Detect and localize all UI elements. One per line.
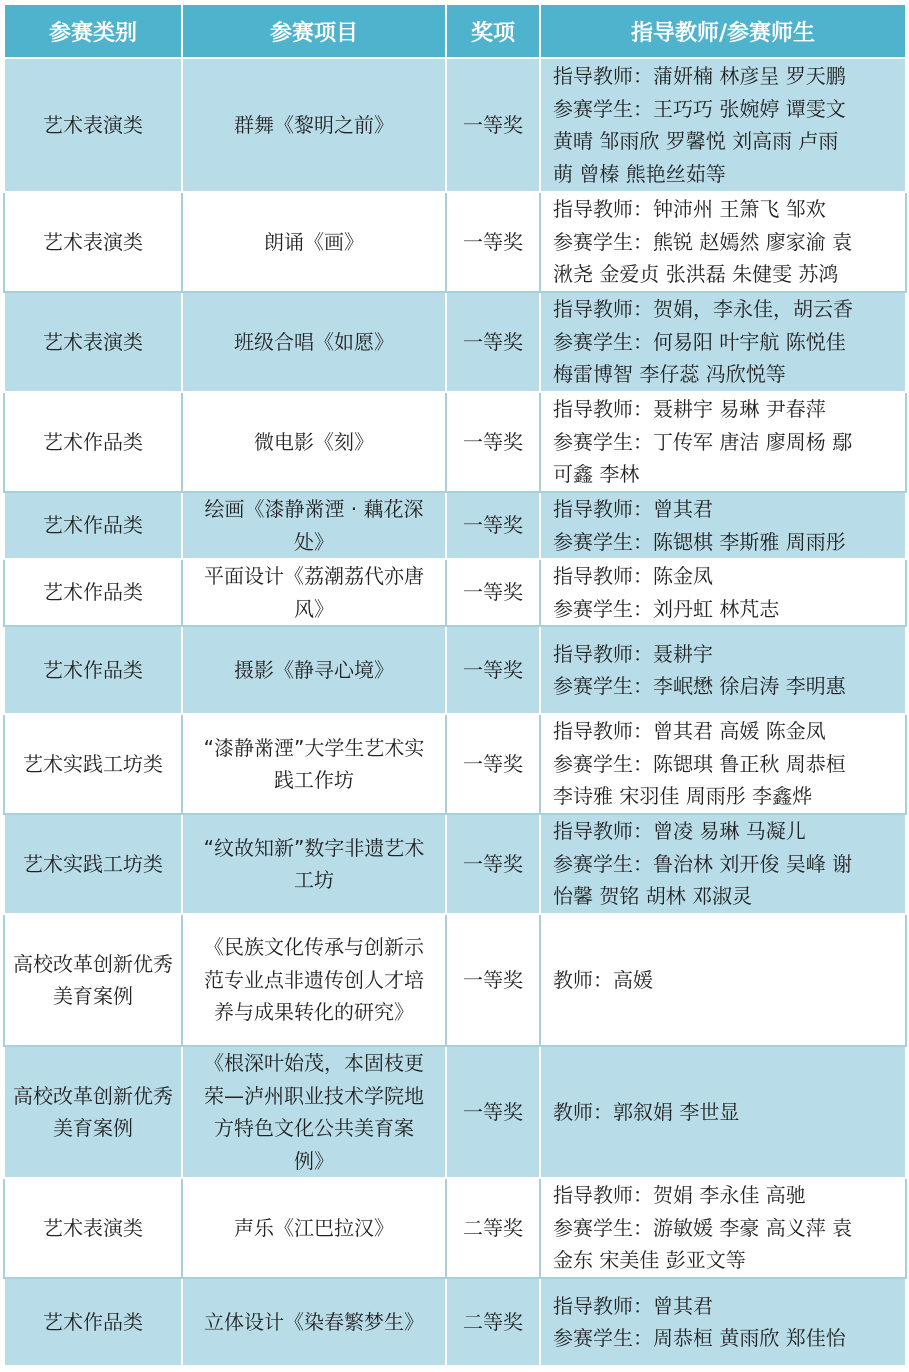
cell-award	[446, 58, 540, 192]
project-text: 绘画《漆静黹湮 · 藕花深处》	[204, 497, 424, 554]
table-row	[4, 814, 906, 914]
people-line: 教师：高媛	[553, 967, 653, 992]
header-people: 指导教师/参赛师生	[540, 4, 906, 58]
people-line: 指导教师：钟沛州 王箫飞 邹欢	[553, 197, 826, 222]
award-text: 一等奖	[463, 851, 523, 876]
people-line: 湫尧 金爱贞 张洪磊 朱健雯 苏鸿	[553, 262, 839, 287]
cell-project	[182, 1178, 446, 1278]
project-text: 《民族文化传承与创新示范专业点非遗传创人才培养与成果转化的研究》	[204, 935, 424, 1025]
project-text: 群舞《黎明之前》	[234, 112, 394, 137]
table-header	[4, 4, 906, 58]
people-line: 参赛学生：丁传军 唐洁 廖周杨 鄢	[553, 429, 853, 454]
people-line: 指导教师：聂耕宇	[553, 641, 713, 666]
people-line: 指导教师：蒲妍楠 林彦呈 罗天鹏	[553, 64, 846, 88]
project-text: 微电影《刻》	[254, 429, 374, 454]
people-line: 金东 宋美佳 彭亚文等	[553, 1248, 746, 1273]
table-row	[4, 292, 906, 392]
project-text: 《根深叶始茂，本固枝更荣—泸州职业技术学院地方特色文化公共美育案例》	[204, 1051, 424, 1173]
category-text: 艺术作品类	[43, 580, 143, 605]
award-text: 一等奖	[463, 1099, 523, 1124]
cell-award	[446, 914, 540, 1046]
people-line: 参赛学生：何易阳 叶宇航 陈悦佳	[553, 329, 846, 354]
award-text: 一等奖	[463, 112, 523, 137]
people-line: 参赛学生：刘丹虹 林芃志	[553, 596, 780, 621]
cell-project	[182, 1046, 446, 1178]
table-row	[4, 58, 906, 192]
header-row	[4, 4, 906, 58]
people-line: 梅雷博智 李仔蕊 冯欣悦等	[553, 362, 786, 387]
cell-award	[446, 192, 540, 292]
cell-award	[446, 714, 540, 814]
header-award: 奖项	[446, 4, 540, 58]
table-row	[4, 626, 906, 714]
project-text: 立体设计《染春繁梦生》	[204, 1309, 424, 1334]
cell-people	[540, 914, 906, 1046]
cell-award	[446, 626, 540, 714]
category-text: 艺术作品类	[43, 513, 143, 538]
award-text: 一等奖	[463, 513, 523, 538]
cell-people	[540, 1046, 906, 1178]
category-text: 高校改革创新优秀美育案例	[13, 1083, 173, 1140]
cell-category	[4, 1278, 182, 1366]
cell-people	[540, 814, 906, 914]
people-line: 李诗雅 宋羽佳 周雨彤 李鑫烨	[553, 784, 813, 809]
table-row	[4, 559, 906, 626]
cell-people	[540, 559, 906, 626]
cell-people	[540, 714, 906, 814]
award-text: 一等奖	[463, 329, 523, 354]
category-text: 艺术实践工坊类	[23, 751, 163, 776]
people-line: 参赛学生：王巧巧 张婉婷 谭雯文	[553, 96, 846, 121]
people-line: 参赛学生：李岷懋 徐启涛 李明惠	[553, 674, 846, 698]
cell-award	[446, 1046, 540, 1178]
category-text: 艺术表演类	[43, 1215, 143, 1240]
cell-category	[4, 559, 182, 626]
table-row	[4, 392, 906, 492]
people-line: 教师：郭叙娟 李世显	[553, 1099, 740, 1124]
table-row	[4, 914, 906, 1046]
cell-category	[4, 626, 182, 714]
cell-people	[540, 492, 906, 559]
people-line: 指导教师：曾凌 易琳 马凝儿	[553, 819, 806, 844]
table-row	[4, 492, 906, 559]
people-line: 黄晴 邹雨欣 罗馨悦 刘高雨 卢雨	[553, 129, 839, 153]
cell-project	[182, 58, 446, 192]
cell-category	[4, 1178, 182, 1278]
award-text: 二等奖	[463, 1309, 523, 1334]
cell-category	[4, 292, 182, 392]
project-text: “纹故知新”数字非遗艺术工坊	[203, 835, 425, 892]
award-text: 一等奖	[463, 967, 523, 992]
project-text: 班级合唱《如愿》	[234, 329, 394, 354]
award-text: 一等奖	[463, 229, 523, 254]
category-text: 高校改革创新优秀美育案例	[13, 951, 173, 1008]
cell-award	[446, 392, 540, 492]
people-line: 指导教师：曾其君 高媛 陈金凤	[553, 719, 826, 744]
cell-people	[540, 192, 906, 292]
category-text: 艺术作品类	[43, 657, 143, 682]
project-text: 朗诵《画》	[264, 229, 364, 254]
cell-category	[4, 814, 182, 914]
people-line: 参赛学生：陈锶棋 李斯雅 周雨彤	[553, 529, 846, 554]
header-category: 参赛类别	[4, 4, 182, 58]
cell-award	[446, 1178, 540, 1278]
table-row	[4, 714, 906, 814]
cell-project	[182, 292, 446, 392]
people-line: 可鑫 李林	[553, 462, 640, 487]
category-text: 艺术表演类	[43, 112, 143, 137]
people-line: 参赛学生：陈锶琪 鲁正秋 周恭桓	[553, 751, 846, 776]
award-text: 一等奖	[463, 657, 523, 682]
table-row	[4, 1046, 906, 1178]
people-line: 萌 曾榛 熊艳丝茹等	[553, 161, 726, 186]
project-text: 平面设计《荔潮荔代亦唐风》	[204, 564, 424, 621]
cell-people	[540, 58, 906, 192]
cell-category	[4, 492, 182, 559]
table-body	[4, 58, 906, 1366]
table-row	[4, 1278, 906, 1366]
people-line: 指导教师：贺娟，李永佳，胡云香	[553, 297, 853, 322]
cell-award	[446, 492, 540, 559]
people-line: 指导教师：曾其君	[553, 497, 713, 521]
people-line: 指导教师：陈金凤	[553, 564, 713, 588]
cell-award	[446, 1278, 540, 1366]
people-line: 参赛学生：鲁治林 刘开俊 吴峰 谢	[553, 851, 853, 876]
cell-project	[182, 814, 446, 914]
cell-people	[540, 1178, 906, 1278]
cell-people	[540, 1278, 906, 1366]
category-text: 艺术作品类	[43, 429, 143, 454]
award-text: 二等奖	[463, 1215, 523, 1240]
category-text: 艺术表演类	[43, 229, 143, 254]
awards-table	[3, 3, 907, 1367]
category-text: 艺术实践工坊类	[23, 851, 163, 876]
people-line: 怡馨 贺铭 胡林 邓淑灵	[553, 884, 753, 909]
cell-project	[182, 626, 446, 714]
category-text: 艺术作品类	[43, 1309, 143, 1334]
people-line: 指导教师：曾其君	[553, 1293, 713, 1318]
table-row	[4, 1178, 906, 1278]
award-text: 一等奖	[463, 580, 523, 605]
project-text: “漆静黹湮”大学生艺术实践工作坊	[203, 735, 425, 792]
people-line: 参赛学生：游敏媛 李豪 高义萍 袁	[553, 1215, 853, 1240]
cell-category	[4, 914, 182, 1046]
project-text: 摄影《静寻心境》	[234, 657, 394, 682]
category-text: 艺术表演类	[43, 329, 143, 354]
cell-category	[4, 1046, 182, 1178]
people-line: 参赛学生：周恭桓 黄雨欣 郑佳怡	[553, 1326, 846, 1350]
cell-project	[182, 492, 446, 559]
cell-people	[540, 292, 906, 392]
project-text: 声乐《江巴拉汉》	[234, 1215, 394, 1240]
header-project: 参赛项目	[182, 4, 446, 58]
cell-project	[182, 392, 446, 492]
cell-project	[182, 714, 446, 814]
cell-project	[182, 1278, 446, 1366]
award-text: 一等奖	[463, 429, 523, 454]
cell-category	[4, 58, 182, 192]
cell-people	[540, 626, 906, 714]
award-text: 一等奖	[463, 751, 523, 776]
cell-project	[182, 914, 446, 1046]
cell-award	[446, 292, 540, 392]
cell-people	[540, 392, 906, 492]
cell-category	[4, 392, 182, 492]
table-row	[4, 192, 906, 292]
people-line: 指导教师：聂耕宇 易琳 尹春萍	[553, 397, 826, 422]
cell-project	[182, 559, 446, 626]
people-line: 指导教师：贺娟 李永佳 高驰	[553, 1183, 806, 1208]
cell-award	[446, 814, 540, 914]
cell-project	[182, 192, 446, 292]
cell-category	[4, 192, 182, 292]
cell-category	[4, 714, 182, 814]
cell-award	[446, 559, 540, 626]
people-line: 参赛学生：熊锐 赵嫣然 廖家渝 袁	[553, 229, 853, 254]
